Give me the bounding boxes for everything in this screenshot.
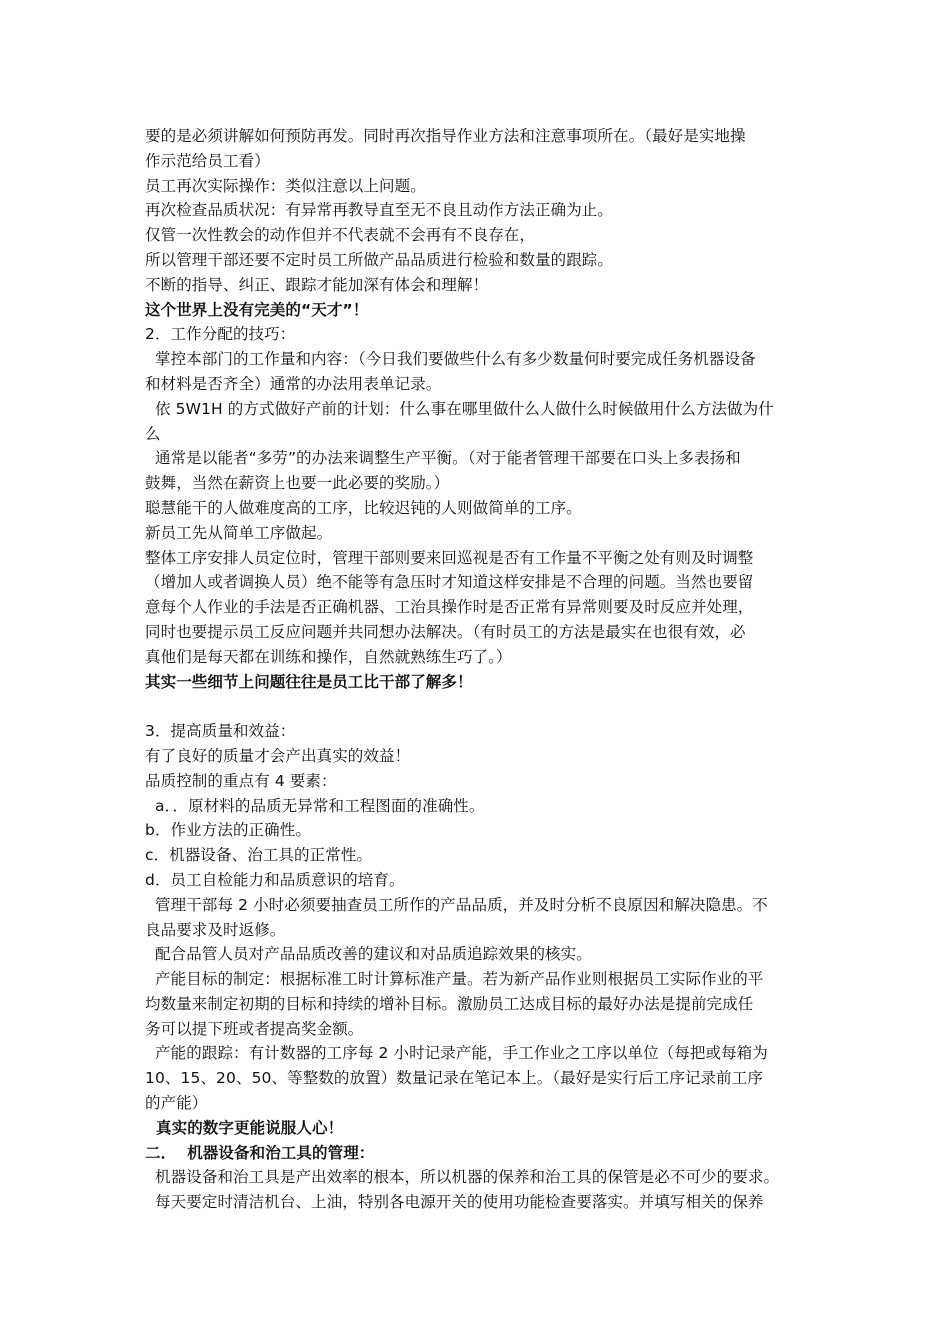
text-line: 聪慧能干的人做难度高的工序，比较迟钝的人则做简单的工序。 (145, 498, 582, 517)
text-line: 通常是以能者“多劳”的办法来调整生产平衡。（对于能者管理干部要在口头上多表扬和 (145, 449, 741, 468)
bold-text-line: 这个世界上没有完美的“天才”！ (145, 300, 369, 319)
bold-text-line: 真实的数字更能说服人心！ (145, 1118, 344, 1137)
text-line: 产能的跟踪：有计数器的工序每 2 小时记录产能，手工作业之工序以单位（每把或每箱为 (145, 1044, 768, 1063)
text-line (145, 694, 825, 719)
text-line: 配合品管人员对产品品质改善的建议和对品质追踪效果的核实。 (145, 945, 592, 964)
bold-text-line: 二． 机器设备和治工具的管理： (145, 1143, 375, 1162)
text-line: 每天要定时清洁机台、上油，特别各电源开关的使用功能检查要落实。并填写相关的保养 (145, 1193, 764, 1212)
text-line: 的产能） (145, 1094, 208, 1113)
text-line: d．员工自检能力和品质意识的培育。 (145, 870, 405, 889)
text-line: 新员工先从简单工序做起。 (145, 523, 333, 542)
text-line: 员工再次实际操作：类似注意以上问题。 (145, 176, 426, 195)
text-line: 管理干部每 2 小时必须要抽查员工所作的产品品质，并及时分析不良原因和解决隐患。不 (145, 895, 768, 914)
text-line: 要的是必须讲解如何预防再发。同时再次指导作业方法和注意事项所在。（最好是实地操 (145, 127, 746, 145)
text-line: 产能目标的制定：根据标准工时计算标准产量。若为新产品作业则根据员工实际作业的平 (145, 970, 764, 989)
text-line: 和材料是否齐全）通常的办法用表单记录。 (145, 374, 442, 393)
text-line: 么 (145, 424, 161, 443)
bold-text-line: 其实一些细节上问题往往是员工比干部了解多！ (145, 672, 473, 691)
text-line: a．．原材料的品质无异常和工程图面的准确性。 (145, 796, 485, 815)
text-line: 同时也要提示员工反应问题并共同想办法解决。（有时员工的方法是最实在也很有效，必 (145, 622, 746, 641)
text-line: 机器设备和治工具是产出效率的根本，所以机器的保养和治工具的保管是必不可少的要求。 (145, 1168, 780, 1187)
text-line: 2．工作分配的技巧： (145, 325, 296, 344)
text-line: 鼓舞，当然在薪资上也要一此必要的奖励。） (145, 474, 450, 493)
text-line: 不断的指导、纠正、跟踪才能加深有体会和理解！ (145, 275, 489, 294)
text-line: 品质控制的重点有 4 要素： (145, 771, 337, 790)
text-line: 意每个人作业的手法是否正确机器、工治具操作时是否正常有异常则要及时反应并处理， (145, 598, 754, 617)
text-line: 3．提高质量和效益： (145, 722, 296, 741)
text-line: 作示范给员工看） (145, 151, 270, 170)
text-line: b．作业方法的正确性。 (145, 821, 311, 840)
document-body (145, 124, 825, 1215)
text-line: 再次检查品质状况：有异常再教导直至无不良且动作方法正确为止。 (145, 201, 614, 220)
text-line: 务可以提下班或者提高奖金额。 (145, 1019, 364, 1038)
text-line: 整体工序安排人员定位时，管理干部则要来回巡视是否有工作量不平衡之处有则及时调整 (145, 548, 754, 567)
text-line: 良品要求及时返修。 (145, 920, 286, 939)
text-line: 10、15、20、50、等整数的放置）数量记录在笔记本上。（最好是实行后工序记录前工序 (145, 1069, 763, 1088)
text-line: 仅管一次性教会的动作但并不代表就不会再有不良存在， (145, 226, 536, 245)
text-line: 真他们是每天都在训练和操作，自然就熟练生巧了。） (145, 647, 512, 666)
text-line: 依 5W1H 的方式做好产前的计划：什么事在哪里做什么人做什么时候做用什么方法做为什 (145, 399, 774, 418)
text-line: 所以管理干部还要不定时员工所做产品品质进行检验和数量的跟踪。 (145, 250, 614, 269)
text-line: （增加人或者调换人员）绝不能等有急压时才知道这样安排是不合理的问题。当然也要留 (145, 573, 754, 592)
text-line: 有了良好的质量才会产出真实的效益！ (145, 746, 411, 765)
text-line: 掌控本部门的工作量和内容：（今日我们要做些什么有多少数量何时要完成任务机器设备 (145, 350, 756, 369)
text-line: 均数量来制定初期的目标和持续的增补目标。激励员工达成目标的最好办法是提前完成任 (145, 994, 754, 1013)
text-line: c．机器设备、治工具的正常性。 (145, 846, 373, 865)
